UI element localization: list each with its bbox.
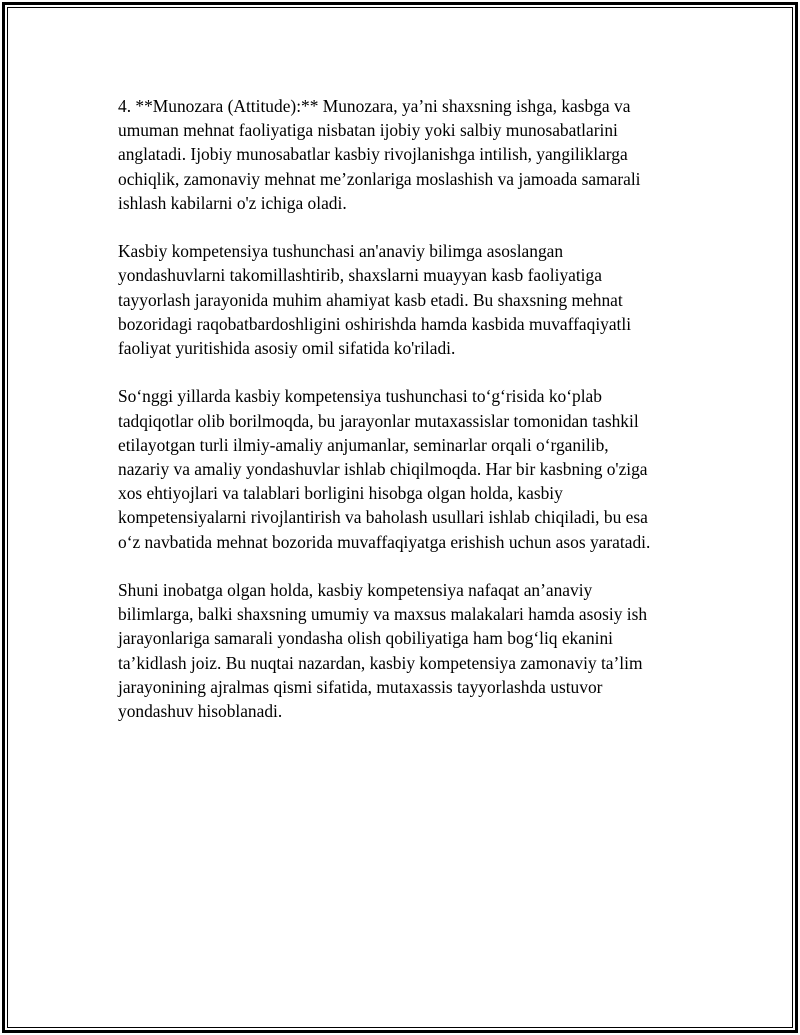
text-line: xos ehtiyojlari va talablari borligini hisobga olgan holda, kasbiy [118,483,563,504]
text-line: yondashuvlarni takomillashtirib, shaxslarni muayyan kasb faoliyatiga [118,265,602,286]
text-line: o‘z navbatida mehnat bozorida muvaffaqiyatga erishish uchun asos yaratadi. [118,531,651,552]
text-line: Shuni inobatga olgan holda, kasbiy kompetensiya nafaqat an’anaviy [118,580,593,601]
text-line: So‘nggi yillarda kasbiy kompetensiya tushunchasi to‘g‘risida ko‘plab [118,386,602,407]
paragraph-songgi-yillarda [118,384,698,553]
paragraph-munozara [118,94,698,215]
text-line: jarayonlariga samarali yondasha olish qobiliyatiga ham bog‘liq ekanini [118,628,614,649]
text-line: Kasbiy kompetensiya tushunchasi an'anaviy bilimga asoslangan [118,241,564,262]
text-line: umuman mehnat faoliyatiga nisbatan ijobiy yoki salbiy munosabatlarini [118,120,618,141]
text-line: bilimlarga, balki shaxsning umumiy va maxsus malakalari hamda asosiy ish [118,604,648,625]
text-line: ishlash kabilarni o'z ichiga oladi. [118,192,347,213]
text-line: anglatadi. Ijobiy munosabatlar kasbiy rivojlanishga intilish, yangiliklarga [118,144,628,165]
text-line: 4. **Munozara (Attitude):** Munozara, ya’ni shaxsning ishga, kasbga va [118,96,631,116]
text-line: faoliyat yuritishida asosiy omil sifatida ko'riladi. [118,338,456,359]
text-line: etilayotgan turli ilmiy-amaliy anjumanlar, seminarlar orqali o‘rganilib, [118,434,609,455]
text-line: kompetensiyalarni rivojlantirish va baholash usullari ishlab chiqiladi, bu esa [118,507,648,528]
paragraph-shuni-inobatga [118,578,698,723]
text-line: jarayonining ajralmas qismi sifatida, mutaxassis tayyorlashda ustuvor [118,676,603,697]
text-line: bozoridagi raqobatbardoshligini oshirishda hamda kasbida muvaffaqiyatli [118,313,632,334]
document-body [118,94,698,747]
text-line: yondashuv hisoblanadi. [118,701,283,722]
text-line: ochiqlik, zamonaviy mehnat me’zonlariga moslashish va jamoada samarali [118,168,641,189]
text-line: tayyorlash jarayonida muhim ahamiyat kasb etadi. Bu shaxsning mehnat [118,289,623,310]
text-line: ta’kidlash joiz. Bu nuqtai nazardan, kasbiy kompetensiya zamonaviy ta’lim [118,652,643,673]
text-line: tadqiqotlar olib borilmoqda, bu jarayonlar mutaxassislar tomonidan tashkil [118,410,639,431]
paragraph-kasbiy-kompetensiya [118,239,698,360]
text-line: nazariy va amaliy yondashuvlar ishlab chiqilmoqda. Har bir kasbning o'ziga [118,459,648,480]
